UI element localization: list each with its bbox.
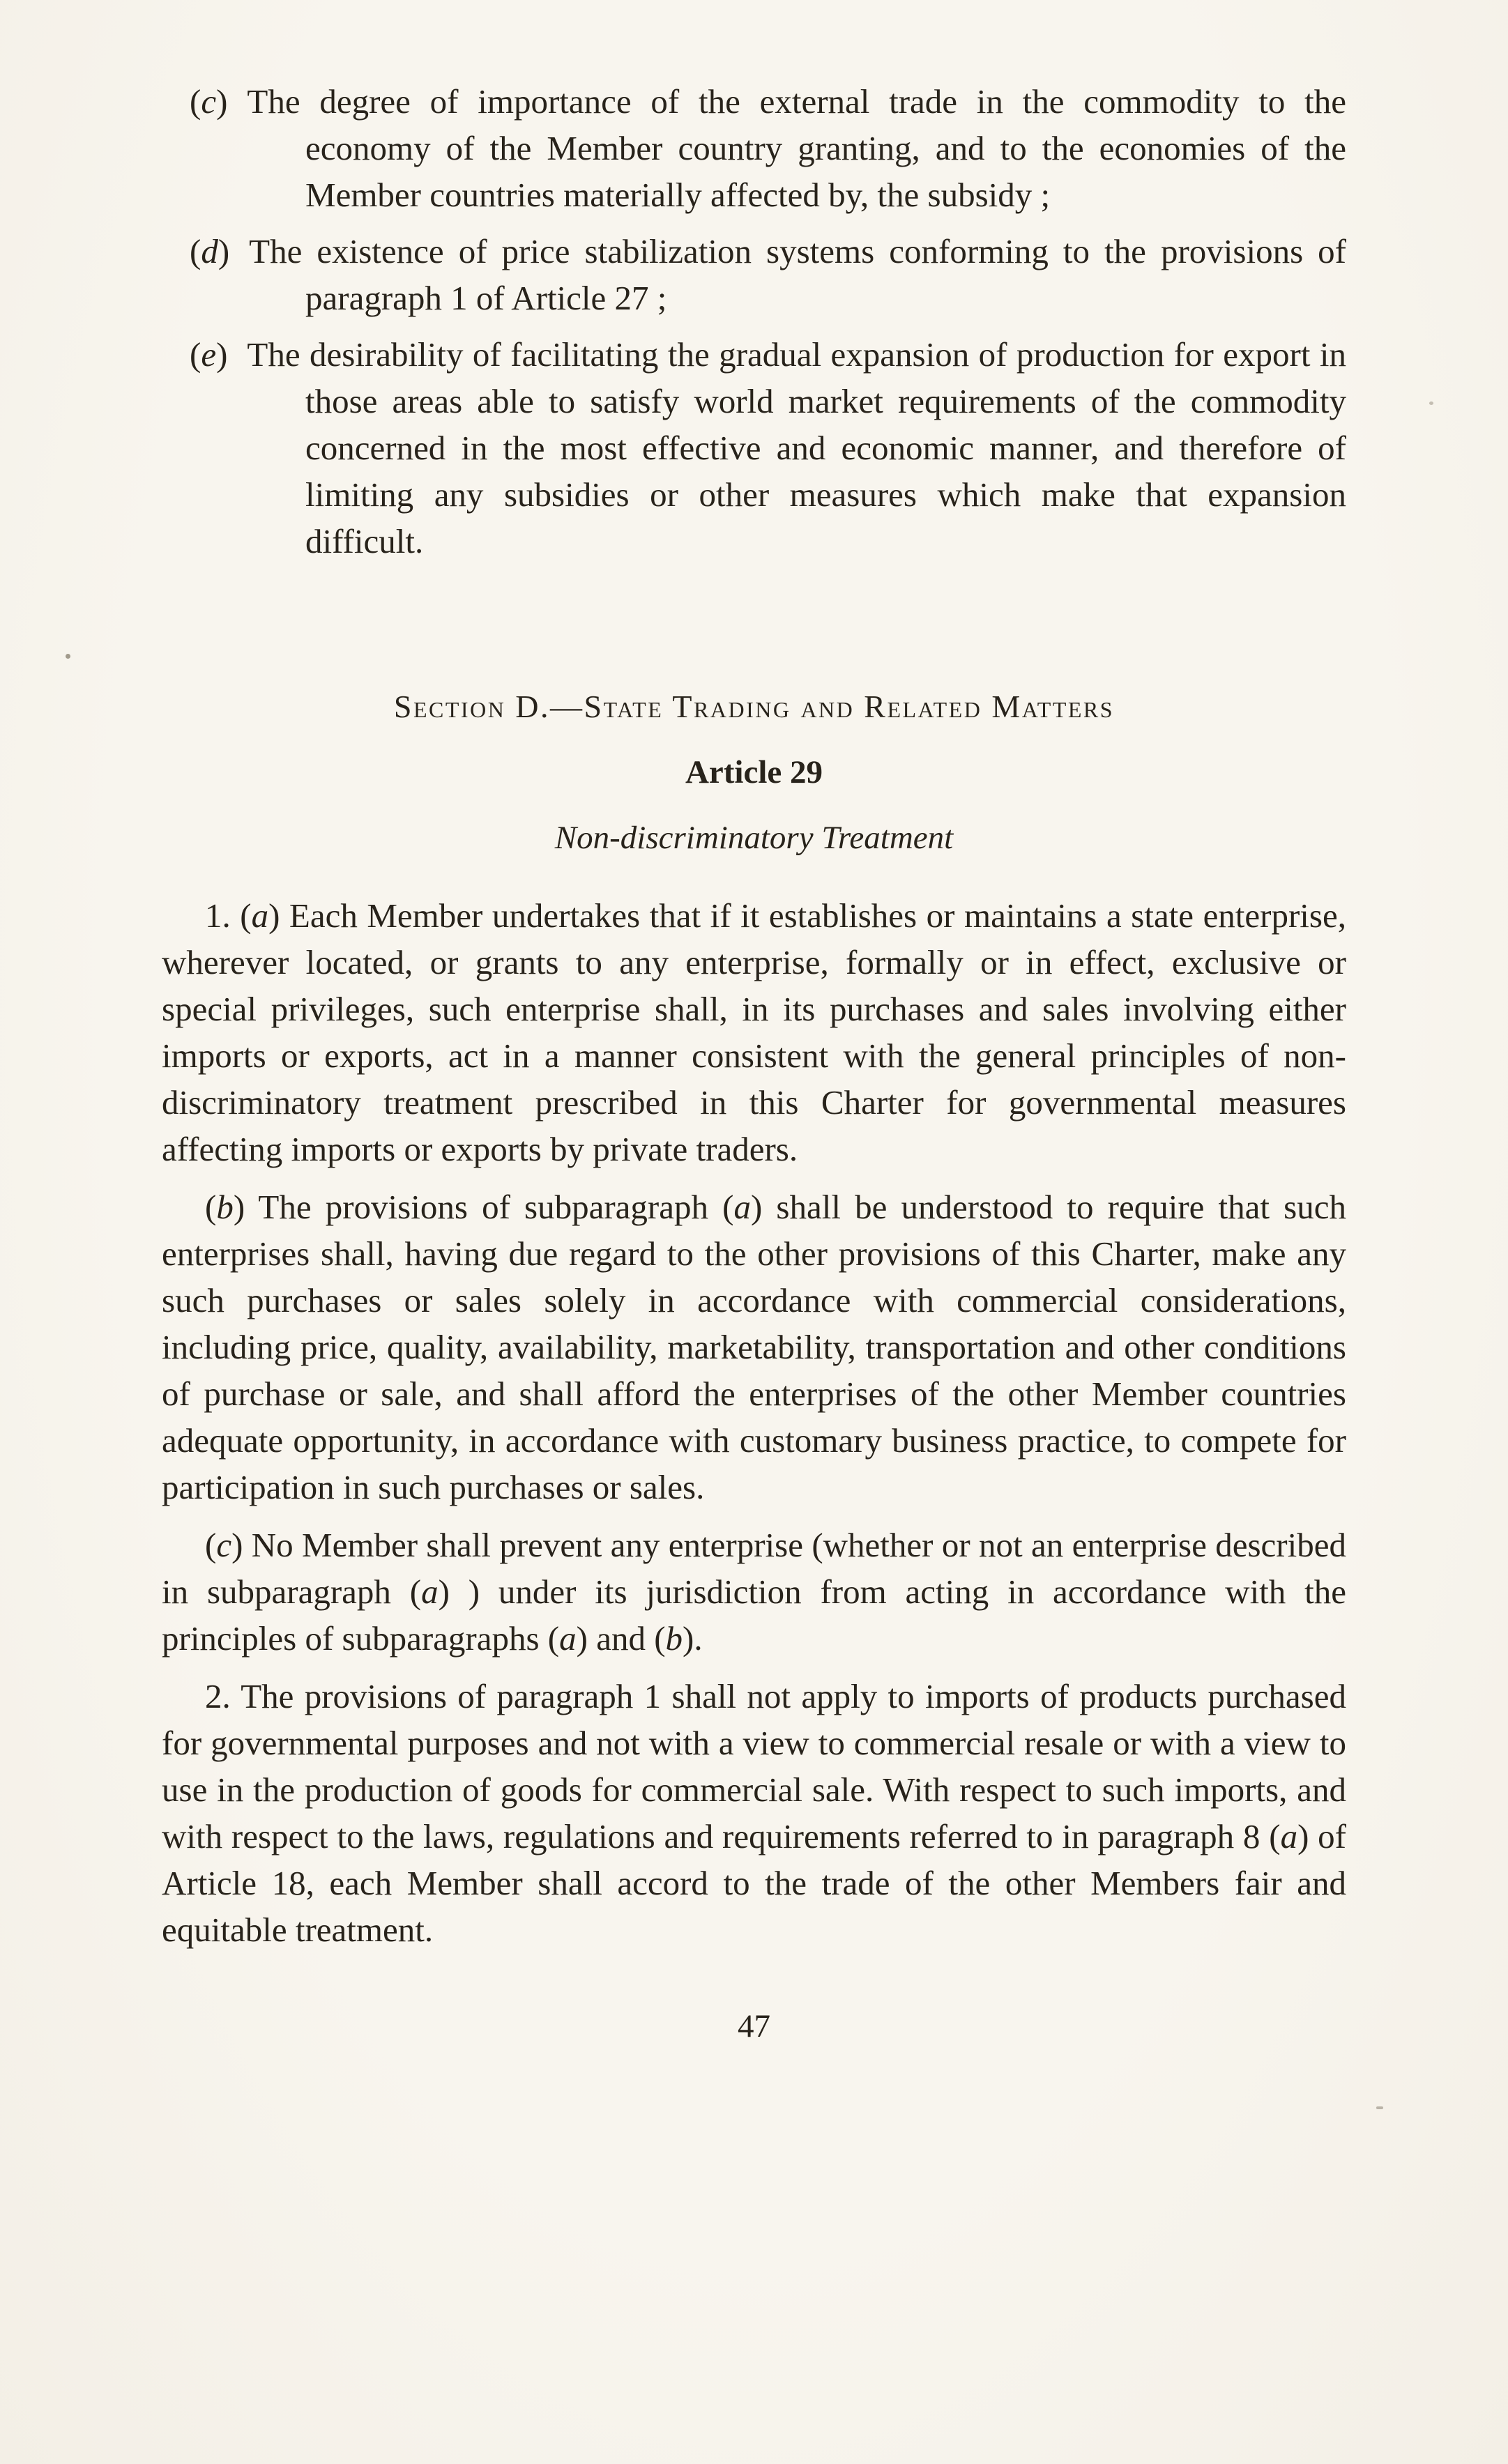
paragraph-1b: (b) The provisions of subparagraph (a) shall be understood to require that such enterprises shall, having due regard to the other provisions of this Charter, make any such purchases or sales solely in accordance with commercial considerations, including price, quality, availability, marketability, transportation and other conditions of purchase or sale, and shall afford the enterprises of the other Member countries adequate opportunity, in accordance with customary business practice, to compete for participation in such purchases or sales. [162,1188,1346,1506]
paragraph-2: 2. The provisions of paragraph 1 shall not apply to imports of products purchased for governmental purposes and not with a view to commercial resale or with a view to use in the production of goods for commercial sale. With respect to such imports, and with respect to the laws, regulations and requirements referred to in paragraph 8 (a) of Article 18, each Member shall accord to the trade of the other Members fair and equitable treatment. [162,1677,1347,1949]
scan-speck [1376,2106,1383,2109]
list-item-d [162,228,1346,321]
list-item-c [162,78,1346,218]
article-heading: Article 29 [685,754,823,790]
item-label-d: (d) [190,232,230,270]
article-subtitle: Non-discriminatory Treatment [554,820,954,856]
paragraph-1a: 1. (a) Each Member undertakes that if it establishes or maintains a state enterprise, wherever located, or grants to any enterprise, formally or in effect, exclusive or special privileges, such enterprise shall, in its purchases and sales involving either imports or exports, act in a manner consistent with the general principles of non-discriminatory treatment prescribed in this Charter for governmental measures affecting imports or exports by private traders. [162,896,1346,1168]
item-label-c: (c) [190,82,228,121]
item-label-e: (e) [190,335,228,374]
item-text-d: The existence of price stabilization systems conforming to the provisions of paragraph 1 of Article 27 ; [249,232,1346,317]
section-heading: Section D.—State Trading and Related Matters [393,689,1115,724]
list-item-e [162,331,1346,565]
page-number: 47 [738,2008,770,2044]
paragraph-1c: (c) No Member shall prevent any enterprise (whether or not an enterprise described in subparagraph (a) ) under its jurisdiction from acting in accordance with the principles of subparagraphs (a) and (b). [162,1526,1346,1658]
scan-speck [66,654,70,659]
item-text-c: The degree of importance of the external trade in the commodity to the economy of the Member country granting, and to the economies of the Member countries materially affected by, the subsidy ; [247,82,1346,214]
scan-speck [1429,401,1433,405]
item-text-e: The desirability of facilitating the gradual expansion of production for export in those areas able to satisfy world market requirements of the commodity concerned in the most effective and economic manner, and therefore of limiting any subsidies or other measures which make that expansion difficult. [247,335,1346,560]
